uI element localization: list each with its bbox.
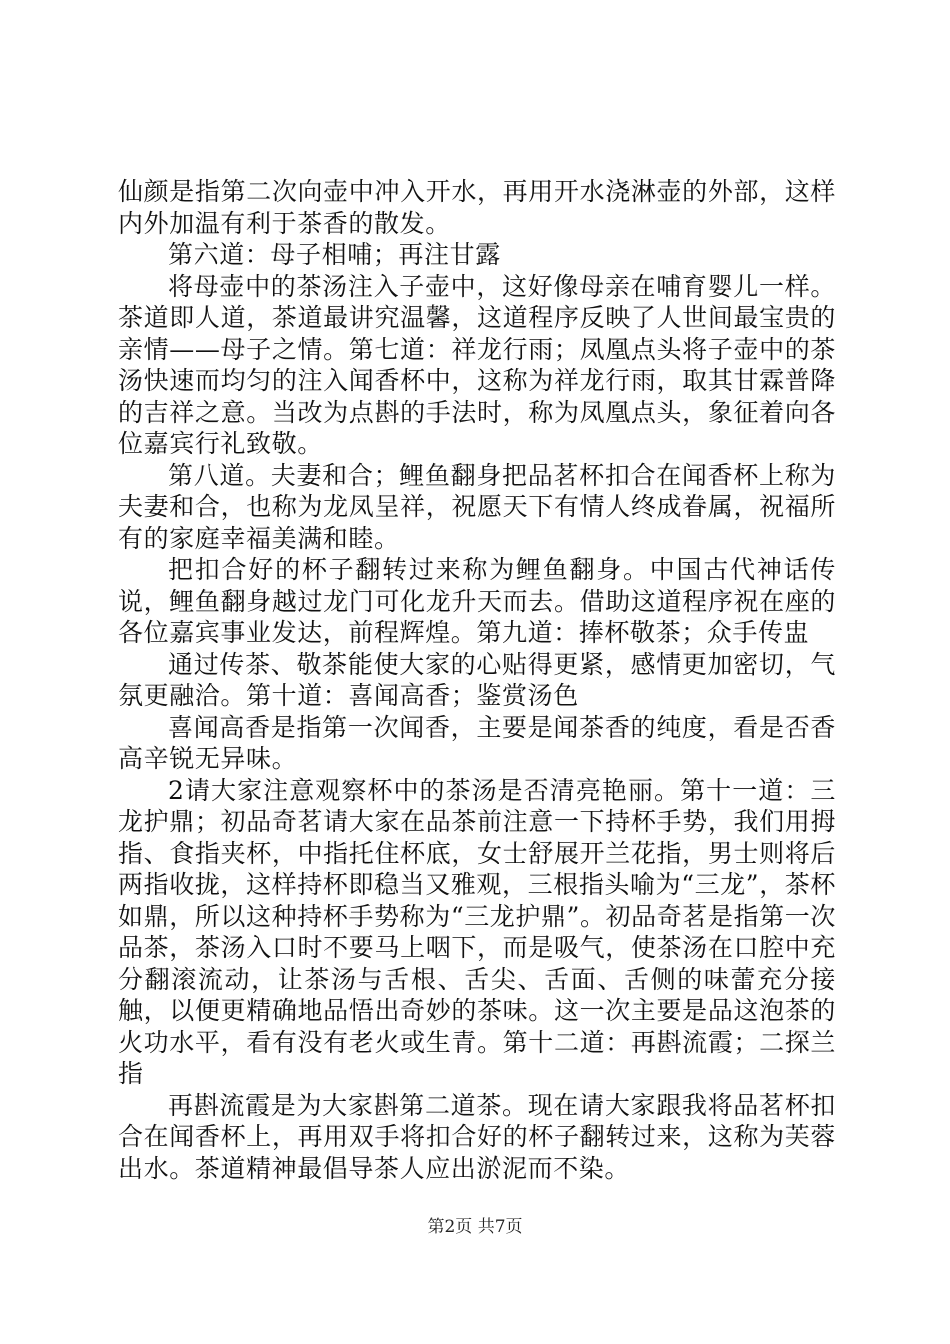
paragraph: 将母壶中的茶汤注入子壶中，这好像母亲在哺育婴儿一样。茶道即人道，茶道最讲究温馨，这道程序反映了人世间最宝贵的亲情——母子之情。第七道：祥龙行雨；凤凰点头将子壶中的茶汤快速而均匀的注入闻香杯中，这称为祥龙行雨，取其甘霖普降的吉祥之意。当改为点斟的手法时，称为凤凰点头，象征着向各位嘉宾行礼致敬。 bbox=[118, 271, 836, 458]
document-body bbox=[118, 176, 836, 1184]
page-number-footer: 第2页 共7页 bbox=[427, 1217, 523, 1237]
paragraph: 再斟流霞是为大家斟第二道茶。现在请大家跟我将品茗杯扣合在闻香杯上，再用双手将扣合好的杯子翻转过来，这称为芙蓉出水。茶道精神最倡导茶人应出淤泥而不染。 bbox=[118, 1090, 836, 1183]
paragraph: 2请大家注意观察杯中的茶汤是否清亮艳丽。第十一道：三龙护鼎；初品奇茗请大家在品茶前注意一下持杯手势，我们用拇指、食指夹杯，中指托住杯底，女士舒展开兰花指，男士则将后两指收拢，这样持杯即稳当又雅观，三根指头喻为“三龙”，茶杯如鼎，所以这种持杯手势称为“三龙护鼎”。初品奇茗是指第一次品茶，茶汤入口时不要马上咽下，而是吸气，使茶汤在口腔中充分翻滚流动，让茶汤与舌根、舌尖、舌面、舌侧的味蕾充分接触，以便更精确地品悟出奇妙的茶味。这一次主要是品这泡茶的火功水平，看有没有老火或生青。第十二道：再斟流霞；二探兰指 bbox=[118, 775, 836, 1088]
paragraph: 通过传茶、敬茶能使大家的心贴得更紧，感情更加密切，气氛更融洽。第十道：喜闻高香；鉴赏汤色 bbox=[118, 649, 836, 710]
paragraph: 喜闻高香是指第一次闻香，主要是闻茶香的纯度，看是否香高辛锐无异味。 bbox=[118, 712, 836, 773]
paragraph: 仙颜是指第二次向壶中冲入开水，再用开水浇淋壶的外部，这样内外加温有利于茶香的散发。 bbox=[118, 177, 836, 238]
paragraph: 把扣合好的杯子翻转过来称为鲤鱼翻身。中国古代神话传说，鲤鱼翻身越过龙门可化龙升天而去。借助这道程序祝在座的各位嘉宾事业发达，前程辉煌。第九道：捧杯敬茶；众手传盅 bbox=[118, 555, 836, 647]
paragraph: 第八道。夫妻和合；鲤鱼翻身把品茗杯扣合在闻香杯上称为夫妻和合，也称为龙凤呈祥，祝愿天下有情人终成眷属，祝福所有的家庭幸福美满和睦。 bbox=[118, 460, 836, 553]
section-heading: 第六道：母子相哺；再注甘露 bbox=[168, 240, 501, 269]
